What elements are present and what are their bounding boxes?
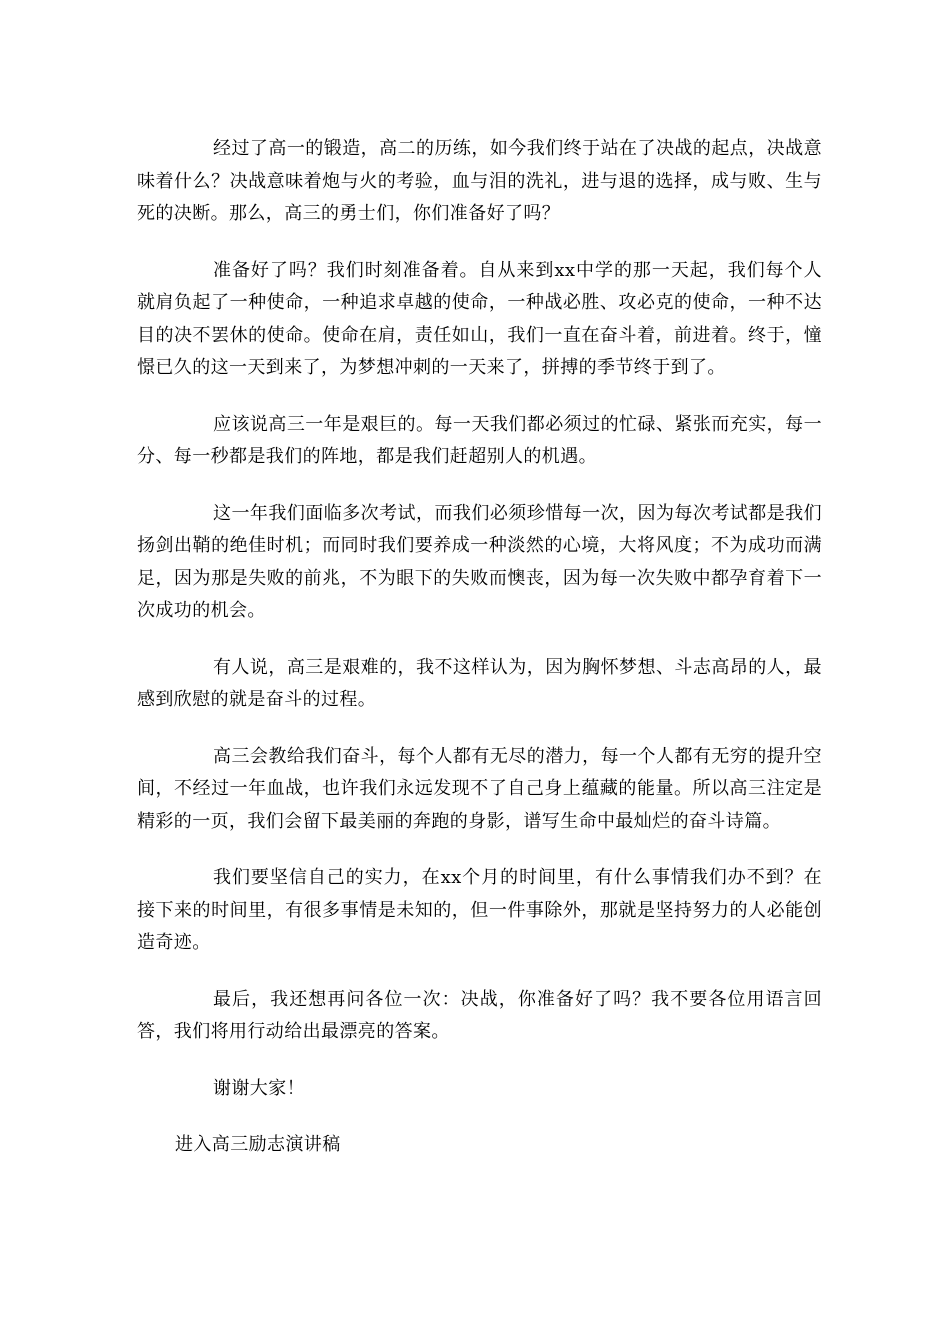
paragraph-4: 这一年我们面临多次考试，而我们必须珍惜每一次，因为每次考试都是我们扬剑出鞘的绝佳时机；而同时我们要养成一种淡然的心境，大将风度；不为成功而满足，因为那是失败的前兆，不为眼下的失败而懊丧，因为每一次失败中都孕育着下一次成功的机会。 [137, 502, 822, 621]
paragraph-3: 应该说高三一年是艰巨的。每一天我们都必须过的忙碌、紧张而充实，每一分、每一秒都是我们的阵地，都是我们赶超别人的机遇。 [137, 413, 822, 467]
document-body [137, 133, 822, 1162]
section-heading: 进入高三励志演讲稿 [175, 1134, 341, 1155]
paragraph-2: 准备好了吗？我们时刻准备着。自从来到xx中学的那一天起，我们每个人就肩负起了一种使命，一种追求卓越的使命，一种战必胜、攻必克的使命，一种不达目的决不罢休的使命。使命在肩，责任如山，我们一直在奋斗着，前进着。终于，憧憬已久的这一天到来了，为梦想冲刺的一天来了，拼搏的季节终于到了。 [137, 259, 822, 378]
paragraph-8: 最后，我还想再问各位一次：决战，你准备好了吗？我不要各位用语言回答，我们将用行动给出最漂亮的答案。 [137, 988, 822, 1042]
paragraph-5: 有人说，高三是艰难的，我不这样认为，因为胸怀梦想、斗志高昂的人，最感到欣慰的就是奋斗的过程。 [137, 656, 822, 710]
paragraph-6: 高三会教给我们奋斗，每个人都有无尽的潜力，每一个人都有无穷的提升空间，不经过一年血战，也许我们永远发现不了自己身上蕴藏的能量。所以高三注定是精彩的一页，我们会留下最美丽的奔跑的身影，谱写生命中最灿烂的奋斗诗篇。 [137, 745, 822, 832]
paragraph-1: 经过了高一的锻造，高二的历练，如今我们终于站在了决战的起点，决战意味着什么？决战意味着炮与火的考验，血与泪的洗礼，进与退的选择，成与败、生与死的决断。那么，高三的勇士们，你们准备好了吗？ [137, 138, 822, 224]
paragraph-9-closing: 谢谢大家！ [213, 1077, 305, 1099]
paragraph-7: 我们要坚信自己的实力，在xx个月的时间里，有什么事情我们办不到？在接下来的时间里，有很多事情是未知的，但一件事除外，那就是坚持努力的人必能创造奇迹。 [137, 867, 822, 953]
